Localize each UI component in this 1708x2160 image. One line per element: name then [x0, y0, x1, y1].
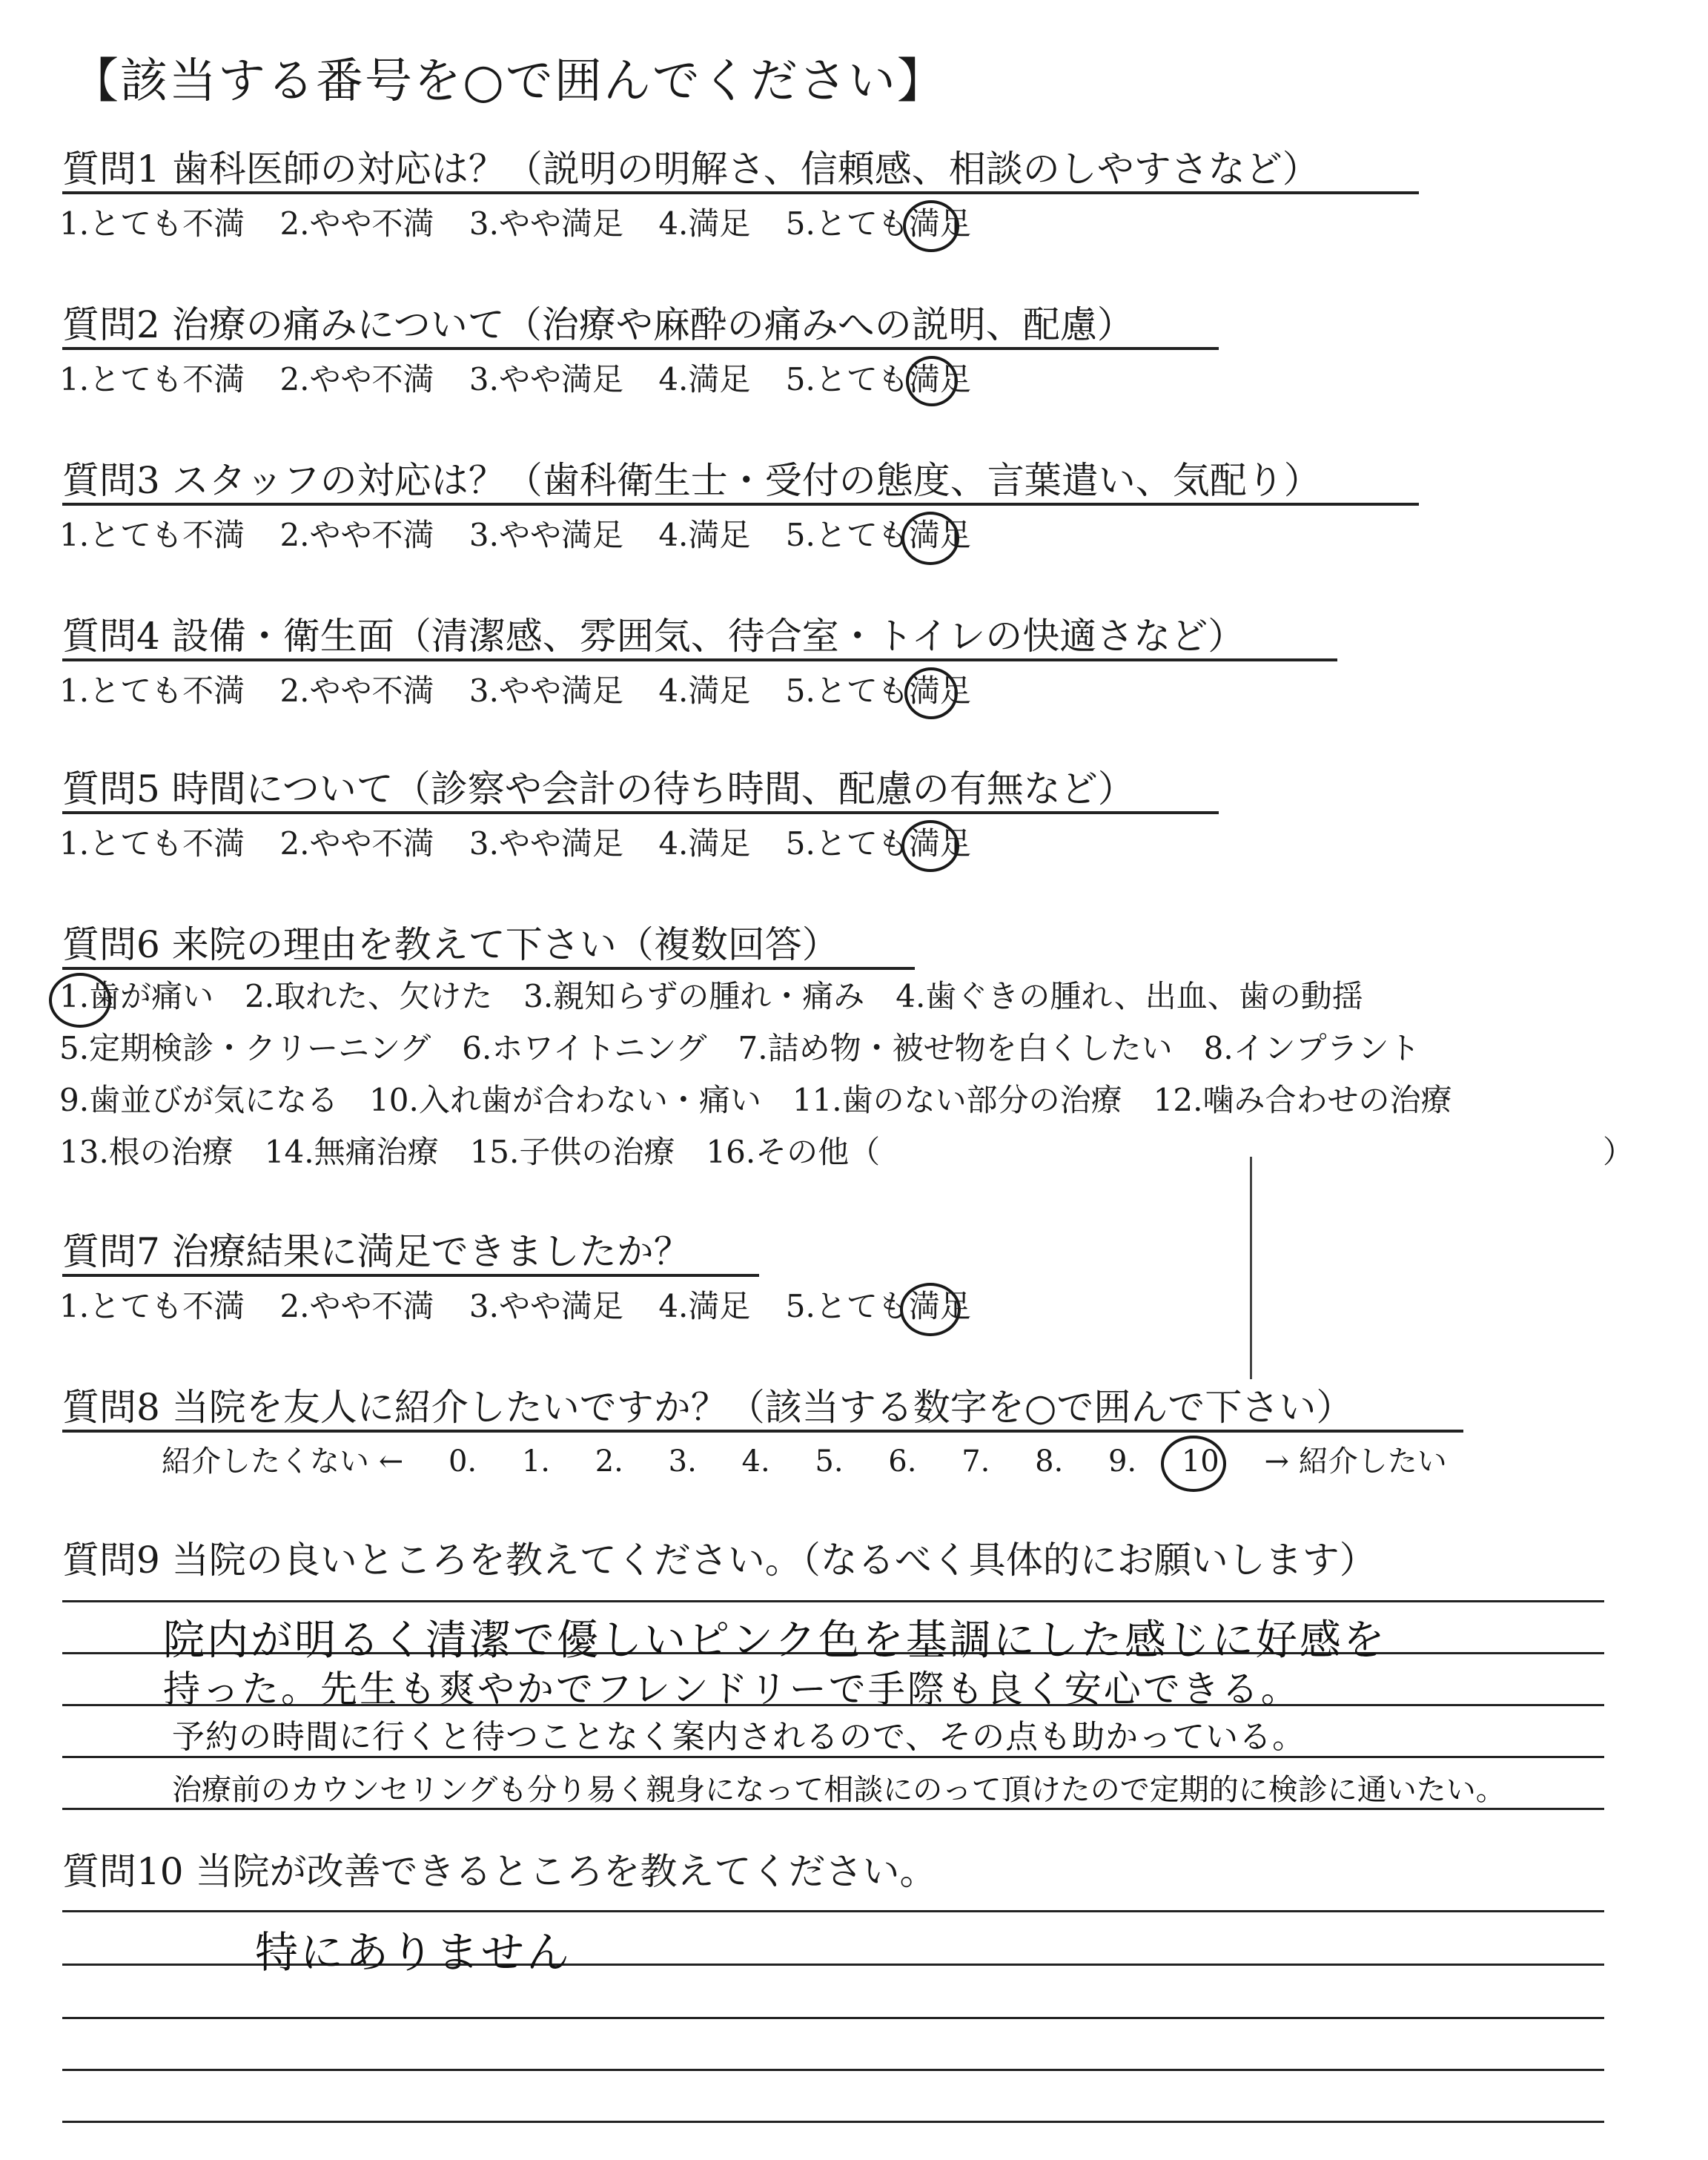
q9-answer-line-4: 治療前のカウンセリングも分り易く親身になって相談にのって頂けたので定期的に検診に通いたい。 — [172, 1773, 1506, 1807]
q7-selection-circle — [900, 1283, 961, 1336]
q9-answer-line-3: 予約の時間に行くと待つことなく案内されるので、その点も助かっている。 — [172, 1718, 1306, 1756]
q8-num-5[interactable]: 5. — [815, 1444, 844, 1479]
q2-title: 質問2 治療の痛みについて（治療や麻酔の痛みへの説明、配慮） — [62, 303, 1134, 346]
q2-opt-2[interactable]: 2.やや不満 — [279, 361, 434, 397]
q3-options[interactable] — [59, 516, 993, 555]
q7-opt-4[interactable]: 4.満足 — [658, 1288, 751, 1324]
q3-underline — [62, 503, 1419, 506]
q2-opt-3[interactable]: 3.やや満足 — [469, 361, 623, 397]
q8-num-3[interactable]: 3. — [668, 1444, 697, 1479]
q3-opt-2[interactable]: 2.やや不満 — [279, 517, 434, 553]
q1-title: 質問1 歯科医師の対応は？（説明の明解さ、信頼感、相談のしやすさなど） — [62, 148, 1320, 191]
q4-title: 質問4 設備・衛生面（清潔感、雰囲気、待合室・トイレの快適さなど） — [62, 615, 1245, 658]
q5-title: 質問5 時間について（診察や会計の待ち時間、配慮の有無など） — [62, 767, 1135, 810]
q5-selection-circle — [901, 820, 959, 872]
q7-options[interactable] — [59, 1287, 993, 1326]
q2-opt-1[interactable]: 1.とても不満 — [59, 361, 245, 397]
q1-opt-4[interactable]: 4.満足 — [658, 205, 751, 242]
q4-opt-1[interactable]: 1.とても不満 — [59, 673, 245, 709]
q4-selection-circle — [904, 667, 958, 719]
q5-opt-1[interactable]: 1.とても不満 — [59, 825, 245, 862]
q9-answer-line-2: 持った。先生も爽やかでフレンドリーで手際も良く安心できる。 — [163, 1668, 1300, 1711]
q4-opt-5[interactable]: 5.とても満足 — [785, 673, 971, 709]
q7-opt-1[interactable]: 1.とても不満 — [59, 1288, 245, 1324]
q9-answer-line-1: 院内が明るく清潔で優しいピンク色を基調にした感じに好感を — [163, 1616, 1387, 1665]
q8-scale-row[interactable] — [162, 1443, 1483, 1480]
q7-underline — [62, 1274, 759, 1277]
q8-num-2[interactable]: 2. — [595, 1444, 623, 1479]
q3-opt-4[interactable]: 4.満足 — [658, 517, 751, 553]
q8-title: 質問8 当院を友人に紹介したいですか？（該当する数字を○で囲んで下さい） — [62, 1386, 1354, 1429]
q6-other-close: ） — [1603, 1134, 1635, 1170]
q8-num-10[interactable]: 10 — [1181, 1444, 1219, 1479]
q8-num-4[interactable]: 4. — [741, 1444, 770, 1479]
q10-title: 質問10 当院が改善できるところを教えてください。 — [62, 1850, 937, 1893]
q3-opt-5[interactable]: 5.とても満足 — [785, 517, 971, 553]
q8-right-label: → 紹介したい — [1264, 1444, 1447, 1479]
q2-options[interactable] — [59, 360, 993, 399]
q9-writing-line-1 — [62, 1600, 1604, 1602]
q10-writing-line-5 — [62, 2121, 1604, 2123]
q4-underline — [62, 658, 1337, 661]
q10-writing-line-3 — [62, 2017, 1604, 2019]
q2-opt-5[interactable]: 5.とても満足 — [785, 361, 971, 397]
q1-selection-circle — [903, 200, 959, 252]
q3-opt-1[interactable]: 1.とても不満 — [59, 517, 245, 553]
q5-opt-4[interactable]: 4.満足 — [658, 825, 751, 862]
q8-num-9[interactable]: 9. — [1108, 1444, 1137, 1479]
q3-selection-circle — [901, 512, 959, 565]
q6-row-1[interactable]: 1.歯が痛い 2.取れた、欠けた 3.親知らずの腫れ・痛み 4.歯ぐきの腫れ、出血、歯の動揺 — [59, 978, 1363, 1014]
q8-num-1[interactable]: 1. — [521, 1444, 551, 1479]
q5-opt-3[interactable]: 3.やや満足 — [469, 825, 623, 862]
q10-answer: 特にありません — [255, 1927, 572, 1978]
q10-writing-line-1 — [62, 1910, 1604, 1912]
q1-options[interactable] — [59, 205, 993, 243]
q4-opt-3[interactable]: 3.やや満足 — [469, 673, 623, 709]
q4-opt-2[interactable]: 2.やや不満 — [279, 673, 434, 709]
q5-underline — [62, 811, 1219, 814]
q8-num-7[interactable]: 7. — [961, 1444, 990, 1479]
q8-num-8[interactable]: 8. — [1035, 1444, 1064, 1479]
q2-selection-circle — [906, 356, 958, 406]
q5-options[interactable] — [59, 825, 993, 863]
q1-underline — [62, 191, 1419, 194]
q9-title: 質問9 当院の良いところを教えてください。（なるべく具体的にお願いします） — [62, 1539, 1377, 1582]
form-header: 【該当する番号を○で囲んでください】 — [71, 54, 946, 109]
q7-opt-5[interactable]: 5.とても満足 — [785, 1288, 971, 1324]
q6-row-2[interactable]: 5.定期検診・クリーニング 6.ホワイトニング 7.詰め物・被せ物を白くしたい 8.インプラント — [59, 1030, 1420, 1066]
q6-row-4[interactable]: 13.根の治療 14.無痛治療 15.子供の治療 16.その他（ — [59, 1134, 881, 1170]
q5-opt-5[interactable]: 5.とても満足 — [785, 825, 971, 862]
q6-selection-circle — [49, 973, 111, 1028]
q1-opt-5[interactable]: 5.とても満足 — [785, 205, 971, 242]
q6-row-3[interactable]: 9.歯並びが気になる 10.入れ歯が合わない・痛い 11.歯のない部分の治療 12.噛み合わせの治療 — [59, 1082, 1452, 1118]
q6-title: 質問6 来院の理由を教えて下さい（複数回答） — [62, 923, 839, 966]
q1-opt-1[interactable]: 1.とても不満 — [59, 205, 245, 242]
q5-opt-2[interactable]: 2.やや不満 — [279, 825, 434, 862]
q7-title: 質問7 治療結果に満足できましたか？ — [62, 1230, 691, 1273]
q3-title: 質問3 スタッフの対応は？（歯科衛生士・受付の態度、言葉遣い、気配り） — [62, 459, 1321, 502]
q2-underline — [62, 347, 1219, 350]
q7-opt-3[interactable]: 3.やや満足 — [469, 1288, 623, 1324]
q7-opt-2[interactable]: 2.やや不満 — [279, 1288, 434, 1324]
q4-opt-4[interactable]: 4.満足 — [658, 673, 751, 709]
q8-num-6[interactable]: 6. — [888, 1444, 917, 1479]
q8-selection-circle — [1161, 1436, 1226, 1492]
q8-num-0[interactable]: 0. — [448, 1444, 477, 1479]
q3-opt-3[interactable]: 3.やや満足 — [469, 517, 623, 553]
q4-options[interactable] — [59, 672, 993, 710]
divider-line — [1250, 1157, 1252, 1379]
q1-opt-2[interactable]: 2.やや不満 — [279, 205, 434, 242]
q10-writing-line-4 — [62, 2069, 1604, 2071]
q8-underline — [62, 1430, 1463, 1433]
q6-underline — [62, 967, 915, 970]
q2-opt-4[interactable]: 4.満足 — [658, 361, 751, 397]
q8-left-label: 紹介したくない ← — [162, 1444, 404, 1479]
q1-opt-3[interactable]: 3.やや満足 — [469, 205, 623, 242]
